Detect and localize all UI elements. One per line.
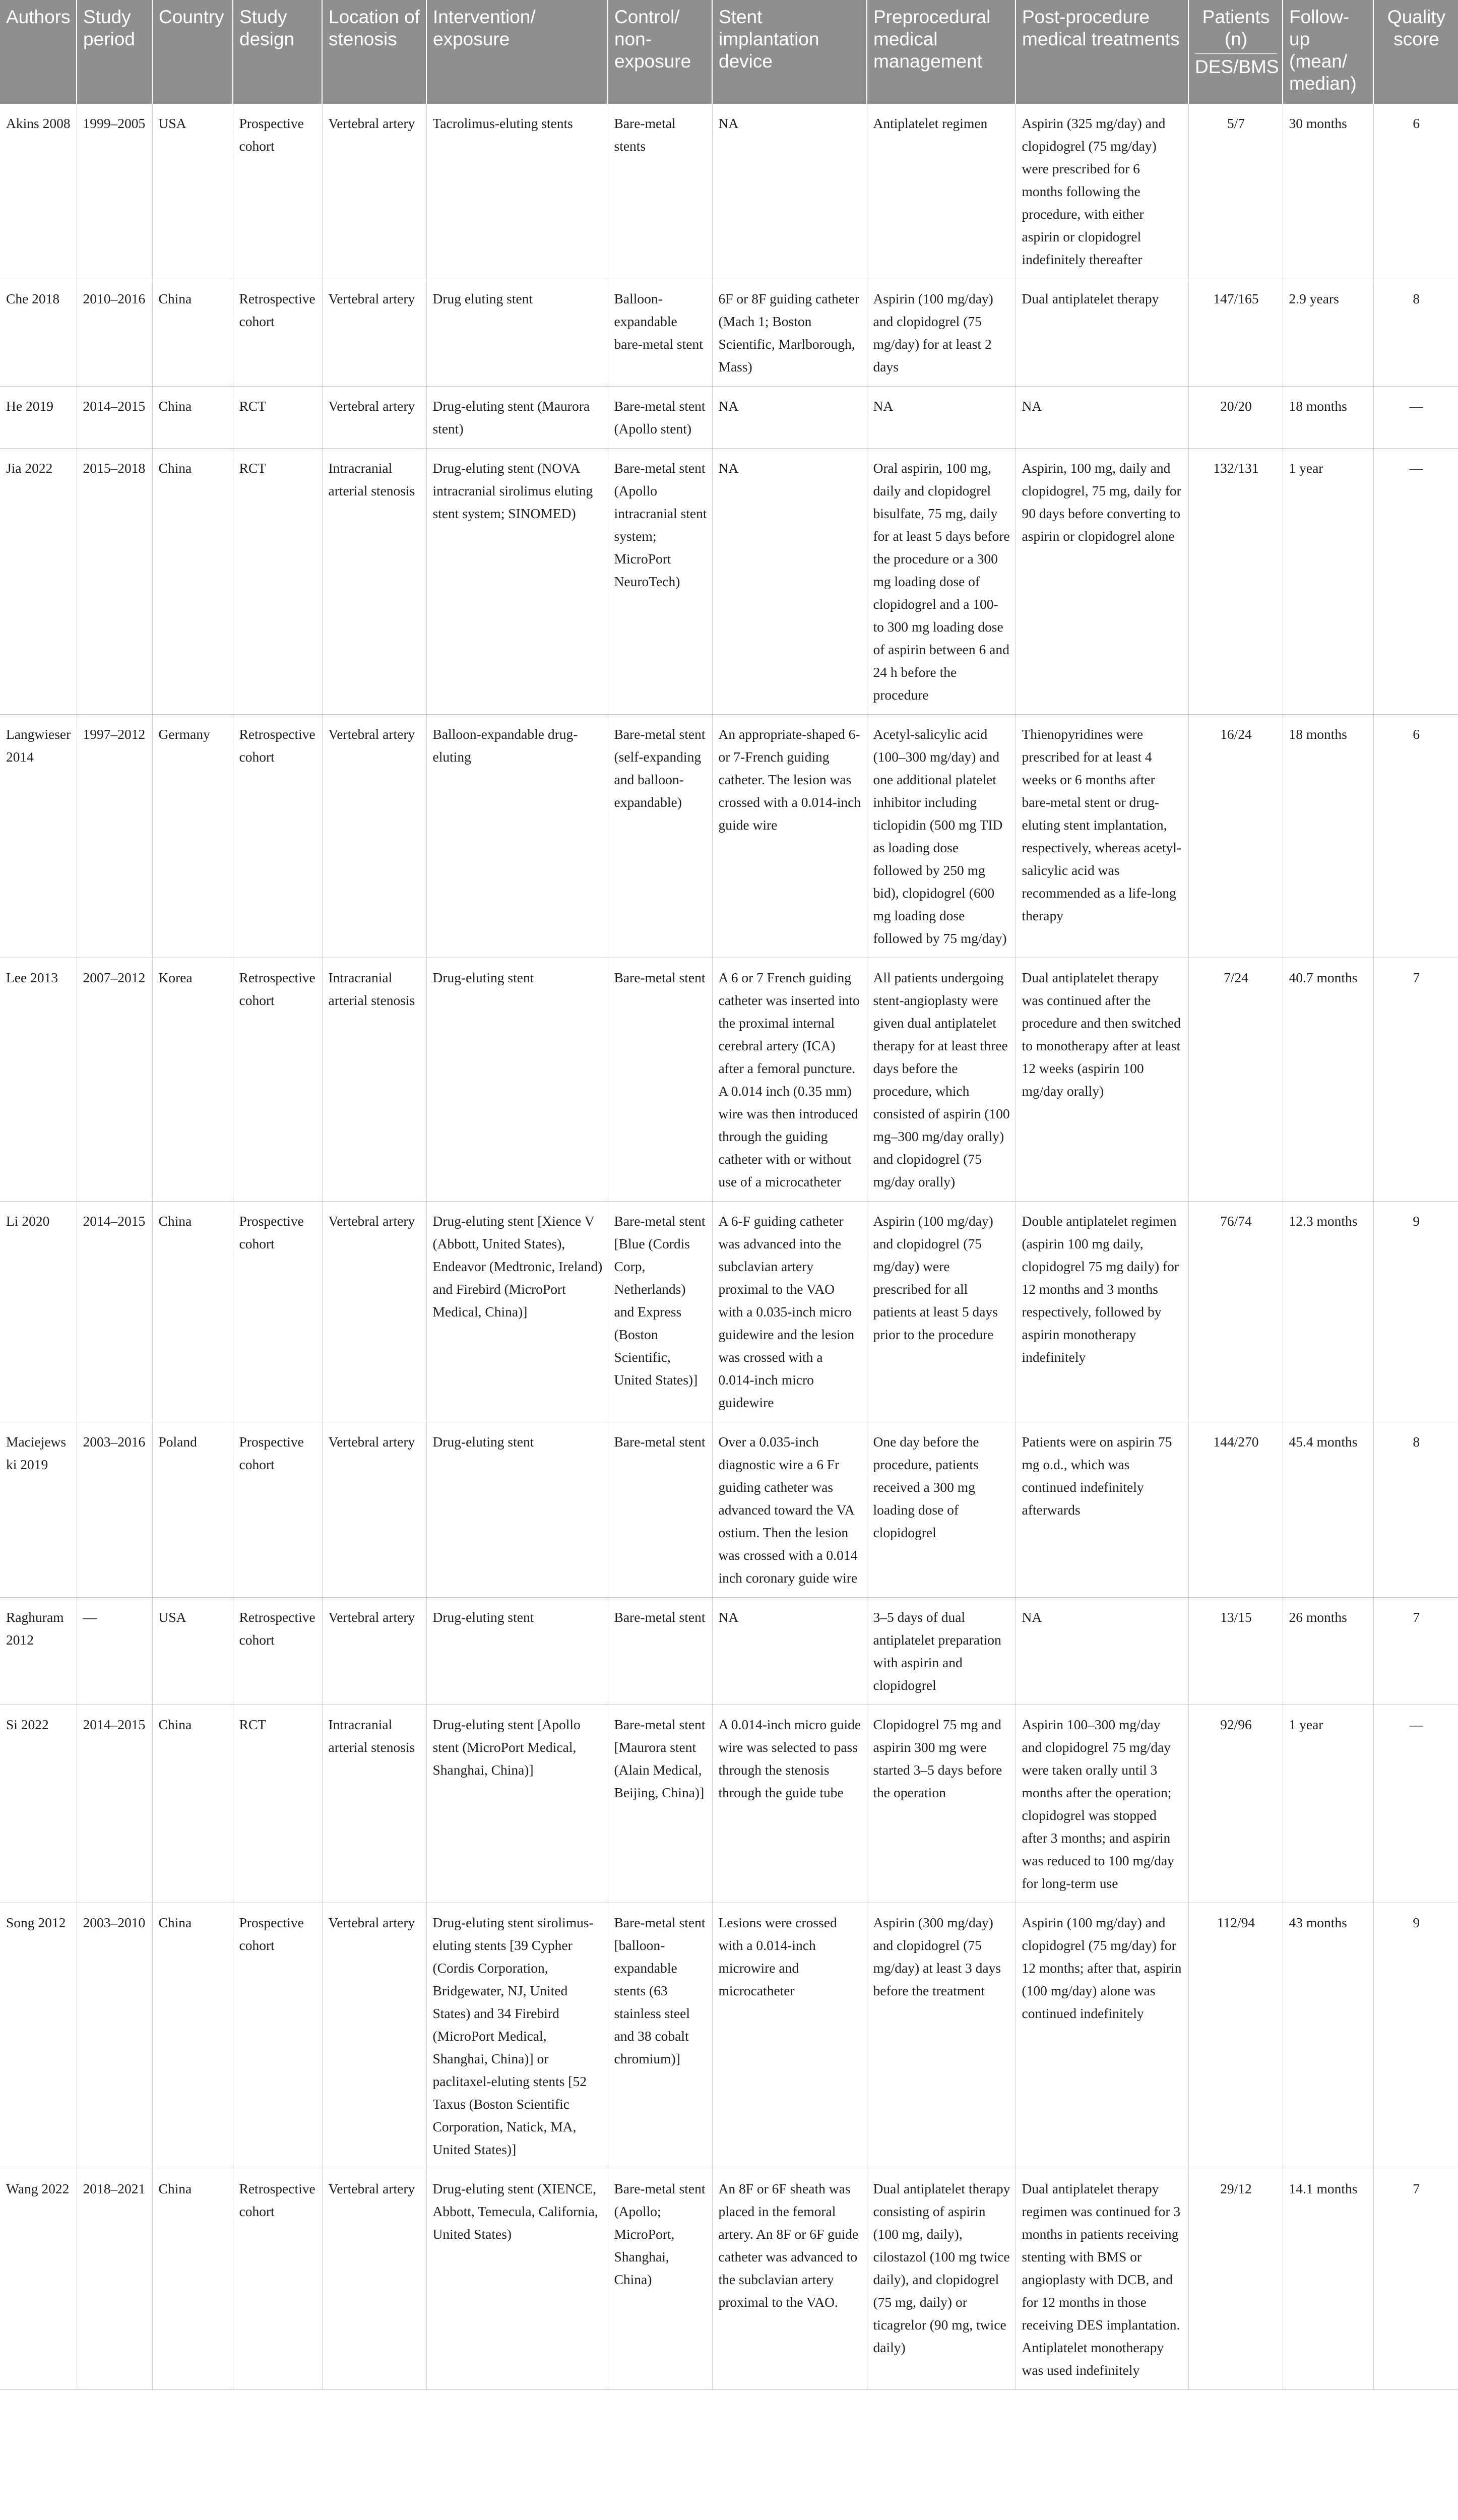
cell-authors: Jia 2022	[0, 449, 77, 715]
cell-country: USA	[152, 1598, 233, 1705]
cell-location: Vertebral artery	[322, 1903, 426, 2169]
header-country: Country	[152, 0, 233, 104]
cell-country: China	[152, 449, 233, 715]
cell-device: Over a 0.035-inch diagnostic wire a 6 Fr guiding catheter was advanced toward the VA ostium. Then the lesion was crossed with a 0.014 inch coronary guide wire	[712, 1422, 867, 1598]
cell-control: Bare-metal stent (Apollo; MicroPort, Shanghai, China)	[608, 2169, 712, 2390]
cell-control: Bare-metal stent [Blue (Cordis Corp, Netherlands) and Express (Boston Scientific, United States)]	[608, 1202, 712, 1422]
cell-control: Bare-metal stent	[608, 1598, 712, 1705]
cell-study-period: 2015–2018	[77, 449, 152, 715]
cell-study-design: Prospective cohort	[233, 1903, 322, 2169]
cell-study-design: Prospective cohort	[233, 1422, 322, 1598]
cell-quality: 7	[1373, 958, 1458, 1202]
cell-follow-up: 1 year	[1283, 449, 1373, 715]
cell-study-design: Retrospective cohort	[233, 715, 322, 958]
cell-intervention: Drug-eluting stent sirolimus-eluting stents [39 Cypher (Cordis Corporation, Bridgewater, NJ, United States) and 34 Firebird (MicroPort Medical, Shanghai, China)] or paclitaxel-eluting stents [52 Taxus (Boston Scientific Corporation, Natick, MA, United States)]	[426, 1903, 608, 2169]
cell-location: Intracranial arterial stenosis	[322, 449, 426, 715]
cell-authors: Wang 2022	[0, 2169, 77, 2390]
cell-quality: 7	[1373, 2169, 1458, 2390]
header-study-design: Study design	[233, 0, 322, 104]
cell-post-procedure: Double antiplatelet regimen (aspirin 100 mg daily, clopidogrel 75 mg daily) for 12 months and 3 months respectively, followed by aspirin monotherapy indefinitely	[1016, 1202, 1188, 1422]
cell-control: Bare-metal stent [Maurora stent (Alain Medical, Beijing, China)]	[608, 1705, 712, 1903]
cell-quality: 9	[1373, 1202, 1458, 1422]
cell-device: A 0.014-inch micro guide wire was selected to pass through the stenosis through the guide tube	[712, 1705, 867, 1903]
cell-preprocedural: NA	[867, 387, 1016, 449]
cell-device: NA	[712, 449, 867, 715]
cell-preprocedural: Aspirin (100 mg/day) and clopidogrel (75 mg/day) for at least 2 days	[867, 279, 1016, 387]
table-row	[0, 1202, 1458, 1422]
table-row	[0, 2169, 1458, 2390]
cell-control: Bare-metal stent (Apollo intracranial stent system; MicroPort NeuroTech)	[608, 449, 712, 715]
cell-post-procedure: Thienopyridines were prescribed for at least 4 weeks or 6 months after bare-metal stent or drug-eluting stent implantation, respectively, whereas acetyl-salicylic acid was recommended as a life-long therapy	[1016, 715, 1188, 958]
cell-location: Intracranial arterial stenosis	[322, 958, 426, 1202]
table-row	[0, 1705, 1458, 1903]
header-post-procedure: Post-procedure medical treatments	[1016, 0, 1188, 104]
cell-control: Bare-metal stent (Apollo stent)	[608, 387, 712, 449]
cell-preprocedural: One day before the procedure, patients received a 300 mg loading dose of clopidogrel	[867, 1422, 1016, 1598]
cell-location: Vertebral artery	[322, 1598, 426, 1705]
cell-post-procedure: NA	[1016, 387, 1188, 449]
table-row	[0, 104, 1458, 279]
cell-study-period: 2014–2015	[77, 1705, 152, 1903]
cell-preprocedural: Antiplatelet regimen	[867, 104, 1016, 279]
cell-quality: —	[1373, 1705, 1458, 1903]
cell-follow-up: 1 year	[1283, 1705, 1373, 1903]
table-header	[0, 0, 1458, 104]
cell-intervention: Drug-eluting stent (NOVA intracranial sirolimus eluting stent system; SINOMED)	[426, 449, 608, 715]
cell-post-procedure: Aspirin (325 mg/day) and clopidogrel (75 mg/day) were prescribed for 6 months following the procedure, with either aspirin or clopidogrel indefinitely thereafter	[1016, 104, 1188, 279]
cell-post-procedure: NA	[1016, 1598, 1188, 1705]
table-row	[0, 958, 1458, 1202]
cell-post-procedure: Dual antiplatelet therapy was continued after the procedure and then switched to monotherapy after at least 12 weeks (aspirin 100 mg/day orally)	[1016, 958, 1188, 1202]
cell-post-procedure: Dual antiplatelet therapy regimen was continued for 3 months in patients receiving stenting with BMS or angioplasty with DCB, and for 12 months in those receiving DES implantation. Antiplatelet monotherapy was used indefinitely	[1016, 2169, 1188, 2390]
header-preprocedural: Preprocedural medical management	[867, 0, 1016, 104]
cell-follow-up: 40.7 months	[1283, 958, 1373, 1202]
cell-post-procedure: Dual antiplatelet therapy	[1016, 279, 1188, 387]
cell-quality: 8	[1373, 1422, 1458, 1598]
cell-quality: 9	[1373, 1903, 1458, 2169]
table-row	[0, 715, 1458, 958]
cell-country: China	[152, 387, 233, 449]
cell-study-period: 1997–2012	[77, 715, 152, 958]
table-row	[0, 1598, 1458, 1705]
cell-control: Bare-metal stent	[608, 1422, 712, 1598]
cell-study-design: Retrospective cohort	[233, 279, 322, 387]
header-study-period: Study period	[77, 0, 152, 104]
cell-country: USA	[152, 104, 233, 279]
cell-quality: 6	[1373, 104, 1458, 279]
cell-authors: Si 2022	[0, 1705, 77, 1903]
cell-patients: 7/24	[1188, 958, 1283, 1202]
cell-preprocedural: Aspirin (300 mg/day) and clopidogrel (75 mg/day) at least 3 days before the treatment	[867, 1903, 1016, 2169]
cell-study-design: Prospective cohort	[233, 104, 322, 279]
header-patients-label: Patients (n)	[1202, 7, 1270, 49]
cell-study-period: 2014–2015	[77, 387, 152, 449]
cell-study-design: Retrospective cohort	[233, 1598, 322, 1705]
cell-preprocedural: Dual antiplatelet therapy consisting of aspirin (100 mg, daily), cilostazol (100 mg twice daily), and clopidogrel (75 mg, daily) or ticagrelor (90 mg, twice daily)	[867, 2169, 1016, 2390]
table-row	[0, 279, 1458, 387]
cell-authors: Raghuram 2012	[0, 1598, 77, 1705]
cell-preprocedural: Clopidogrel 75 mg and aspirin 300 mg were started 3–5 days before the operation	[867, 1705, 1016, 1903]
cell-country: Korea	[152, 958, 233, 1202]
cell-location: Vertebral artery	[322, 1202, 426, 1422]
table-row	[0, 449, 1458, 715]
header-authors: Authors	[0, 0, 77, 104]
cell-location: Vertebral artery	[322, 1422, 426, 1598]
cell-location: Vertebral artery	[322, 715, 426, 958]
cell-patients: 29/12	[1188, 2169, 1283, 2390]
cell-authors: Langwieser 2014	[0, 715, 77, 958]
cell-device: NA	[712, 387, 867, 449]
cell-patients: 20/20	[1188, 387, 1283, 449]
cell-preprocedural: Aspirin (100 mg/day) and clopidogrel (75 mg/day) were prescribed for all patients at least 5 days prior to the procedure	[867, 1202, 1016, 1422]
header-device: Stent implantation device	[712, 0, 867, 104]
table-row	[0, 1422, 1458, 1598]
cell-authors: Song 2012	[0, 1903, 77, 2169]
cell-follow-up: 14.1 months	[1283, 2169, 1373, 2390]
cell-patients: 144/270	[1188, 1422, 1283, 1598]
header-follow-up: Follow-up (mean/ median)	[1283, 0, 1373, 104]
cell-preprocedural: 3–5 days of dual antiplatelet preparation with aspirin and clopidogrel	[867, 1598, 1016, 1705]
cell-intervention: Balloon-expandable drug-eluting	[426, 715, 608, 958]
cell-quality: —	[1373, 387, 1458, 449]
header-row	[0, 0, 1458, 104]
cell-intervention: Drug-eluting stent [Apollo stent (MicroPort Medical, Shanghai, China)]	[426, 1705, 608, 1903]
cell-quality: 7	[1373, 1598, 1458, 1705]
cell-intervention: Drug-eluting stent	[426, 1422, 608, 1598]
cell-follow-up: 30 months	[1283, 104, 1373, 279]
cell-post-procedure: Aspirin (100 mg/day) and clopidogrel (75 mg/day) for 12 months; after that, aspirin (100 mg/day) alone was continued indefinitely	[1016, 1903, 1188, 2169]
header-intervention: Intervention/ exposure	[426, 0, 608, 104]
table-body	[0, 104, 1458, 2390]
cell-device: Lesions were crossed with a 0.014-inch microwire and microcatheter	[712, 1903, 867, 2169]
cell-patients: 147/165	[1188, 279, 1283, 387]
cell-location: Vertebral artery	[322, 104, 426, 279]
cell-study-design: Prospective cohort	[233, 1202, 322, 1422]
cell-device: An 8F or 6F sheath was placed in the femoral artery. An 8F or 6F guide catheter was advanced to the subclavian artery proximal to the VAO.	[712, 2169, 867, 2390]
cell-device: A 6 or 7 French guiding catheter was inserted into the proximal internal cerebral artery (ICA) after a femoral puncture. A 0.014 inch (0.35 mm) wire was then introduced through the guiding catheter with or without use of a microcatheter	[712, 958, 867, 1202]
cell-intervention: Drug-eluting stent	[426, 958, 608, 1202]
cell-study-period: 2003–2010	[77, 1903, 152, 2169]
cell-control: Bare-metal stents	[608, 104, 712, 279]
cell-authors: Lee 2013	[0, 958, 77, 1202]
cell-post-procedure: Aspirin, 100 mg, daily and clopidogrel, 75 mg, daily for 90 days before converting to aspirin or clopidogrel alone	[1016, 449, 1188, 715]
cell-device: 6F or 8F guiding catheter (Mach 1; Boston Scientific, Marlborough, Mass)	[712, 279, 867, 387]
cell-study-design: RCT	[233, 387, 322, 449]
cell-study-period: 2014–2015	[77, 1202, 152, 1422]
cell-study-period: 1999–2005	[77, 104, 152, 279]
cell-study-period: —	[77, 1598, 152, 1705]
cell-device: NA	[712, 104, 867, 279]
cell-study-period: 2007–2012	[77, 958, 152, 1202]
cell-device: A 6-F guiding catheter was advanced into the subclavian artery proximal to the VAO with a 0.035-inch micro guidewire and the lesion was crossed with a 0.014-inch micro guidewire	[712, 1202, 867, 1422]
cell-study-design: Retrospective cohort	[233, 2169, 322, 2390]
cell-follow-up: 2.9 years	[1283, 279, 1373, 387]
cell-authors: Maciejewski 2019	[0, 1422, 77, 1598]
cell-patients: 92/96	[1188, 1705, 1283, 1903]
cell-authors: He 2019	[0, 387, 77, 449]
cell-follow-up: 45.4 months	[1283, 1422, 1373, 1598]
cell-study-period: 2010–2016	[77, 279, 152, 387]
cell-study-design: RCT	[233, 1705, 322, 1903]
cell-control: Balloon-expandable bare-metal stent	[608, 279, 712, 387]
cell-authors: Akins 2008	[0, 104, 77, 279]
cell-quality: —	[1373, 449, 1458, 715]
cell-quality: 6	[1373, 715, 1458, 958]
cell-patients: 13/15	[1188, 1598, 1283, 1705]
cell-patients: 16/24	[1188, 715, 1283, 958]
cell-intervention: Drug-eluting stent	[426, 1598, 608, 1705]
table-row	[0, 387, 1458, 449]
cell-location: Vertebral artery	[322, 2169, 426, 2390]
cell-post-procedure: Aspirin 100–300 mg/day and clopidogrel 75 mg/day were taken orally until 3 months after the operation; clopidogrel was stopped after 3 months; and aspirin was reduced to 100 mg/day for long-term use	[1016, 1705, 1188, 1903]
cell-follow-up: 18 months	[1283, 387, 1373, 449]
cell-patients: 132/131	[1188, 449, 1283, 715]
cell-follow-up: 12.3 months	[1283, 1202, 1373, 1422]
cell-follow-up: 18 months	[1283, 715, 1373, 958]
cell-preprocedural: Oral aspirin, 100 mg, daily and clopidogrel bisulfate, 75 mg, daily for at least 5 days before the procedure or a 300 mg loading dose of clopidogrel and a 100- to 300 mg loading dose of aspirin between 6 and 24 h before the procedure	[867, 449, 1016, 715]
cell-country: China	[152, 279, 233, 387]
cell-country: China	[152, 1903, 233, 2169]
cell-country: China	[152, 2169, 233, 2390]
cell-study-design: Retrospective cohort	[233, 958, 322, 1202]
cell-patients: 112/94	[1188, 1903, 1283, 2169]
cell-authors: Li 2020	[0, 1202, 77, 1422]
cell-country: Germany	[152, 715, 233, 958]
table-row	[0, 1903, 1458, 2169]
cell-study-period: 2003–2016	[77, 1422, 152, 1598]
cell-intervention: Drug eluting stent	[426, 279, 608, 387]
cell-study-period: 2018–2021	[77, 2169, 152, 2390]
cell-study-design: RCT	[233, 449, 322, 715]
cell-device: NA	[712, 1598, 867, 1705]
cell-location: Vertebral artery	[322, 279, 426, 387]
cell-quality: 8	[1373, 279, 1458, 387]
header-quality: Quality score	[1373, 0, 1458, 104]
cell-preprocedural: Acetyl-salicylic acid (100–300 mg/day) and one additional platelet inhibitor including ticlopidin (500 mg TID as loading dose followed by 250 mg bid), clopidogrel (600 mg loading dose followed by 75 mg/day)	[867, 715, 1016, 958]
cell-intervention: Drug-eluting stent (XIENCE, Abbott, Temecula, California, United States)	[426, 2169, 608, 2390]
cell-control: Bare-metal stent [balloon-expandable stents (63 stainless steel and 38 cobalt chromium)]	[608, 1903, 712, 2169]
cell-patients: 5/7	[1188, 104, 1283, 279]
cell-country: China	[152, 1202, 233, 1422]
cell-intervention: Drug-eluting stent (Maurora stent)	[426, 387, 608, 449]
cell-follow-up: 26 months	[1283, 1598, 1373, 1705]
cell-country: China	[152, 1705, 233, 1903]
cell-preprocedural: All patients undergoing stent-angioplasty were given dual antiplatelet therapy for at least three days before the procedure, which consisted of aspirin (100 mg–300 mg/day orally) and clopidogrel (75 mg/day orally)	[867, 958, 1016, 1202]
cell-control: Bare-metal stent	[608, 958, 712, 1202]
cell-device: An appropriate-shaped 6- or 7-French guiding catheter. The lesion was crossed with a 0.014-inch guide wire	[712, 715, 867, 958]
cell-country: Poland	[152, 1422, 233, 1598]
header-patients	[1188, 0, 1283, 104]
cell-authors: Che 2018	[0, 279, 77, 387]
cell-location: Vertebral artery	[322, 387, 426, 449]
cell-follow-up: 43 months	[1283, 1903, 1373, 2169]
cell-control: Bare-metal stent (self-expanding and balloon-expandable)	[608, 715, 712, 958]
header-patients-sub: DES/BMS	[1195, 53, 1277, 78]
cell-location: Intracranial arterial stenosis	[322, 1705, 426, 1903]
header-control: Control/ non-exposure	[608, 0, 712, 104]
cell-post-procedure: Patients were on aspirin 75 mg o.d., which was continued indefinitely afterwards	[1016, 1422, 1188, 1598]
cell-intervention: Tacrolimus-eluting stents	[426, 104, 608, 279]
cell-patients: 76/74	[1188, 1202, 1283, 1422]
cell-intervention: Drug-eluting stent [Xience V (Abbott, United States), Endeavor (Medtronic, Ireland) and Firebird (MicroPort Medical, China)]	[426, 1202, 608, 1422]
header-location: Location of stenosis	[322, 0, 426, 104]
